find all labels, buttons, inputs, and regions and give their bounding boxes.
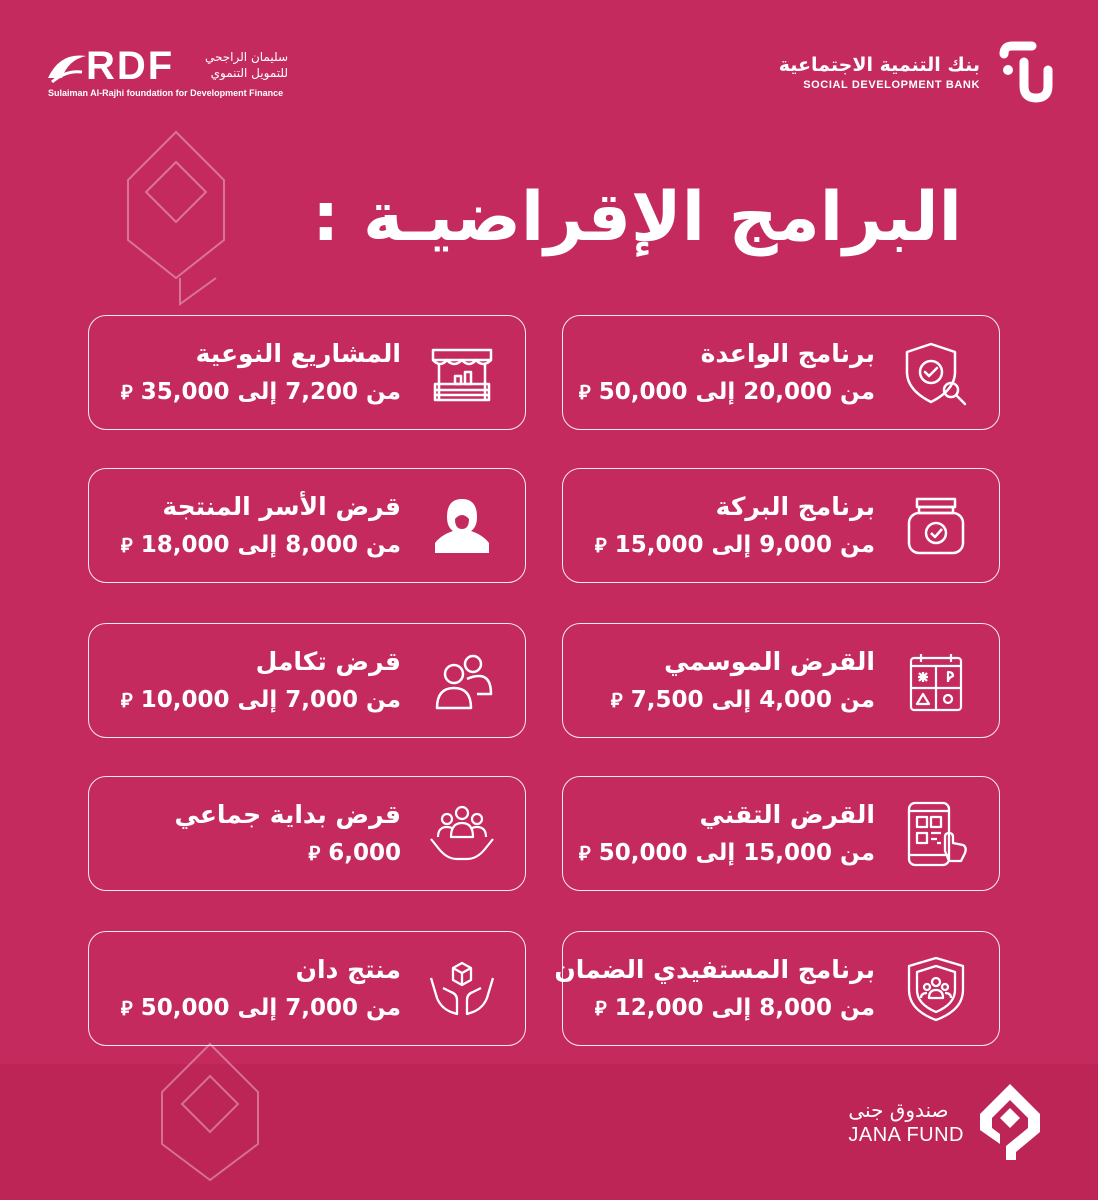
jana-name-ar: صندوق جنى — [848, 1098, 949, 1122]
card-seasonal — [562, 623, 1000, 738]
woman-avatar-icon — [427, 491, 497, 561]
seasons-calendar-icon — [901, 646, 971, 716]
shield-group-icon — [901, 954, 971, 1024]
jana-outline-decoration-icon — [120, 128, 232, 308]
jana-name-en: JANA FUND — [848, 1124, 964, 1146]
riyal-icon: ⃁ — [120, 379, 133, 404]
sdb-mark-icon — [994, 40, 1058, 106]
two-users-icon — [427, 646, 497, 716]
card-name: قرض بداية جماعي — [174, 799, 401, 829]
card-takamul — [88, 623, 526, 738]
riyal-icon: ⃁ — [578, 379, 591, 404]
card-name: قرض الأسر المنتجة — [162, 491, 401, 521]
rdf-name-ar-line1: سليمان الراجحي — [205, 50, 288, 64]
card-range: من 7,000 إلى 50,000 — [140, 994, 401, 1021]
phone-qr-icon — [901, 799, 971, 869]
rdf-name-en: Sulaiman Al-Rajhi foundation for Development Finance — [48, 88, 284, 98]
card-range: من 15,000 إلى 50,000 — [598, 839, 875, 866]
jana-fund-logo — [848, 1082, 1044, 1162]
card-baraka — [562, 468, 1000, 583]
card-range: من 8,000 إلى 18,000 — [140, 531, 401, 558]
bank-name-ar: بنك التنمية الاجتماعية — [778, 54, 980, 76]
rdf-name-ar-line2: للتمويل التنموي — [210, 66, 288, 80]
market-stall-icon — [427, 338, 497, 408]
riyal-icon: ⃁ — [610, 687, 623, 712]
shield-check-search-icon — [901, 338, 971, 408]
card-range: من 9,000 إلى 15,000 — [614, 531, 875, 558]
card-name: برنامج البركة — [715, 491, 875, 521]
riyal-icon: ⃁ — [594, 532, 607, 557]
card-name: القرض الموسمي — [664, 646, 875, 676]
card-range: من 4,000 إلى 7,500 — [630, 686, 875, 713]
jana-outline-footer-decoration-icon — [150, 1040, 270, 1190]
page-title: البرامج الإقراضيـة : — [312, 178, 962, 257]
riyal-icon: ⃁ — [594, 995, 607, 1020]
rdf-logo — [46, 44, 296, 104]
jana-mark-icon — [976, 1082, 1044, 1162]
card-name: برنامج المستفيدي الضمان — [554, 954, 875, 984]
riyal-icon: ⃁ — [578, 840, 591, 865]
bank-name-en: SOCIAL DEVELOPMENT BANK — [803, 79, 980, 91]
riyal-icon: ⃁ — [120, 532, 133, 557]
rdf-wordmark: RDF — [86, 44, 175, 88]
card-name: برنامج الواعدة — [700, 338, 875, 368]
group-hands-icon — [427, 799, 497, 869]
card-group-start — [88, 776, 526, 891]
card-name: قرض تكامل — [255, 646, 401, 676]
jar-check-icon — [901, 491, 971, 561]
card-name: منتج دان — [295, 954, 401, 984]
card-range: 6,000 — [328, 839, 401, 866]
social-development-bank-logo — [779, 40, 1058, 106]
card-name: المشاريع النوعية — [195, 338, 401, 368]
card-tech — [562, 776, 1000, 891]
card-range: من 7,200 إلى 35,000 — [140, 378, 401, 405]
riyal-icon: ⃁ — [120, 687, 133, 712]
riyal-icon: ⃁ — [120, 995, 133, 1020]
card-range: من 8,000 إلى 12,000 — [614, 994, 875, 1021]
card-waeda — [562, 315, 1000, 430]
rdf-swoosh-icon — [46, 48, 90, 84]
card-social-security — [554, 931, 1000, 1046]
card-dan — [88, 931, 526, 1046]
hands-box-icon — [427, 954, 497, 1024]
card-special-projects — [88, 315, 526, 430]
card-range: من 20,000 إلى 50,000 — [598, 378, 875, 405]
card-range: من 7,000 إلى 10,000 — [140, 686, 401, 713]
card-name: القرض التقني — [699, 799, 875, 829]
card-productive-families — [88, 468, 526, 583]
riyal-icon: ⃁ — [308, 840, 321, 865]
